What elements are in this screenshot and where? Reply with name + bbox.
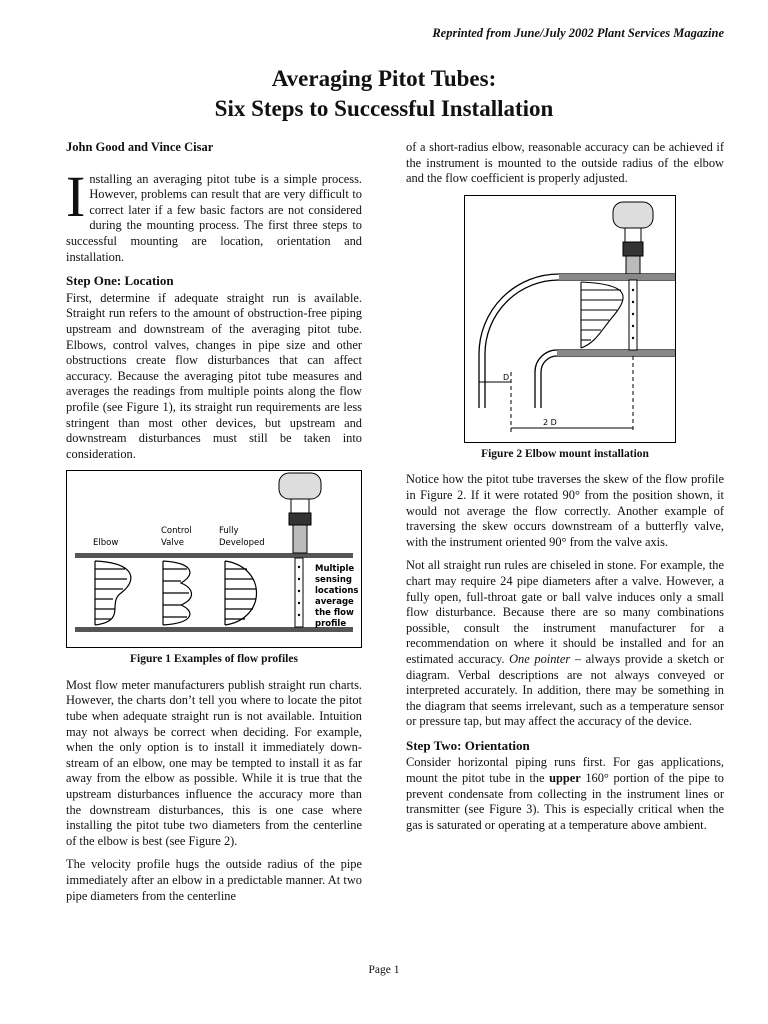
multiple-sensing-label	[315, 564, 358, 629]
label-developed: Developed	[219, 538, 265, 549]
drop-cap: I	[66, 163, 86, 229]
pipe-bottom-wall	[75, 627, 353, 632]
figure-2	[464, 195, 676, 443]
label-d: D	[503, 372, 510, 382]
fig2-instrument-stem	[626, 256, 640, 274]
intro-text: nstalling an averaging pitot tube is a simple process. However, problems can result that are very difficult to correct later if a few basic factors are not considered during the mounting process. The first three steps to successful mounting are location, orientation and installation.	[66, 171, 362, 264]
elbow-inner-wall-outer	[541, 356, 675, 408]
p3-text-a: Not all straight run rules are chiseled in stone. For example, the chart may require 24 pipe diameters after a valve. However, a fully open, full-throat gate or ball valve induces only a small flow disturbance. Because there are so many combinations possible, consult the instrument manufacturer for a recommendation on where it should be installed and for an estimated accuracy.	[406, 558, 724, 666]
upper-emphasis: upper	[549, 771, 581, 786]
figure-2-caption: Figure 2 Elbow mount installation	[481, 447, 649, 460]
instrument-neck	[291, 499, 309, 513]
step-two-paragraph	[406, 755, 724, 833]
step-one-paragraph-3: The velocity profile hugs the outside radius of the pipe immediately after an elbow in a predictable manner. At two pipe diameters from the centerline	[66, 857, 362, 903]
elbow-profile	[95, 561, 131, 625]
bottom-pipe-wall-fill	[557, 350, 675, 356]
p3-text-b: – always provide a sketch or diagram. Verbal descriptions are not always conveyed or interpreted accurately. In addition, there may be something in the diagram that seems irrelevant, such as a temperature sensor or pressure tap, but may affect the accuracy of the device.	[406, 651, 724, 729]
top-pipe-wall-fill	[559, 274, 675, 280]
label-fully: Fully	[219, 526, 239, 537]
title-line-1: Averaging Pitot Tubes:	[271, 66, 497, 91]
fig2-instrument-neck	[625, 228, 641, 242]
transmitter-head	[279, 473, 321, 499]
step2-text-b: 160° portion of the pipe to prevent condensate from collecting in the instrument lines or transmitter (see Figure 3). This is especially critical when the gas is saturated or operating at a temperature above ambient.	[406, 771, 724, 832]
fully-developed-profile	[225, 561, 257, 625]
figure-1-caption: Figure 1 Examples of flow profiles	[130, 653, 298, 666]
reprint-note: Reprinted from June/July 2002 Plant Services Magazine	[432, 26, 724, 40]
step-two-heading: Step Two: Orientation	[406, 737, 530, 753]
one-pointer: One pointer	[509, 651, 571, 666]
ms-line-6: profile	[315, 619, 347, 630]
title-line-2: Six Steps to Successful Installation	[214, 96, 554, 121]
ms-line-1: Multiple	[315, 564, 355, 575]
label-2d: 2 D	[543, 417, 557, 427]
label-control: Control	[161, 526, 192, 537]
elbow-outer-wall	[479, 274, 675, 408]
article-title	[0, 64, 768, 124]
intro-paragraph	[66, 163, 362, 266]
sensing-probe	[295, 558, 303, 627]
ms-line-2: sensing	[315, 575, 352, 586]
figure-1	[66, 470, 362, 648]
skewed-flow-profile	[581, 282, 623, 348]
step2-text-a: Consider horizontal piping runs first. For gas applications, mount the pitot tube in the	[406, 755, 724, 786]
right-column	[406, 140, 724, 841]
ms-line-4: average	[315, 597, 354, 608]
fig2-instrument-fitting	[623, 242, 643, 256]
instrument-fitting	[289, 513, 311, 525]
authors: John Good and Vince Cisar	[66, 140, 214, 154]
label-elbow: Elbow	[93, 538, 119, 549]
control-valve-profile	[163, 561, 192, 625]
step-one-paragraph-2: Most flow meter manufacturers publish straight run charts. However, the charts don’t tell you where to locate the pitot tube when adequate straight run is not available. Intuition may not always be correct when deciding. For example, when the only option is to install it immediately down-stream of an elbow, one may be tempted to install it as far away from the elbow as possible. While it is true that the upstream disturbances influence the accuracy more than the downstream disturbances, this is one case where installing the pitot tube two diameters from the centerline of the elbow is best (see Figure 2).	[66, 677, 362, 848]
step-one-heading: Step One: Location	[66, 273, 174, 289]
page-number: Page 1	[368, 964, 400, 976]
left-column	[66, 140, 362, 912]
right-paragraph-1: of a short-radius elbow, reasonable accuracy can be achieved if the instrument is mounted to the outside radius of the elbow and the flow coefficient is properly adjusted.	[406, 140, 724, 186]
fig2-transmitter-head	[613, 202, 653, 228]
instrument-stem	[293, 525, 307, 553]
ms-line-3: locations	[315, 586, 359, 597]
right-paragraph-2: Notice how the pitot tube traverses the skew of the flow profile in Figure 2. If it were rotated 90° from the position shown, it would not average the flow correctly. Another example of traversing the skew occurs downstream of a butterfly valve, with the instrument oriented 90° from the valve axis.	[406, 472, 724, 549]
pipe-top-wall	[75, 553, 353, 558]
label-valve: Valve	[161, 538, 184, 549]
elbow-outer-wall-inner	[485, 280, 675, 408]
elbow-inner-wall	[535, 350, 675, 408]
figure-2-drawing	[465, 196, 675, 442]
ms-line-5: the flow	[315, 608, 354, 619]
step-one-paragraph-1: First, determine if adequate straight run is available. Straight run refers to the amount of obstruction-free piping upstream and downstream of the averaging pitot tube. Elbows, control valves, changes in pipe size and other obstructions create flow disturbances that can affect accuracy. Because the averaging pitot tube measures and averages the readings from multiple points along the flow profile (see Figure 1), its straight run requirements are less stringent than most other devices, but upstream and downstream disturbances must still be taken into consideration.	[66, 290, 362, 461]
dimension-guides	[511, 356, 633, 432]
figure-1-drawing	[67, 471, 361, 647]
right-paragraph-3	[406, 558, 724, 730]
